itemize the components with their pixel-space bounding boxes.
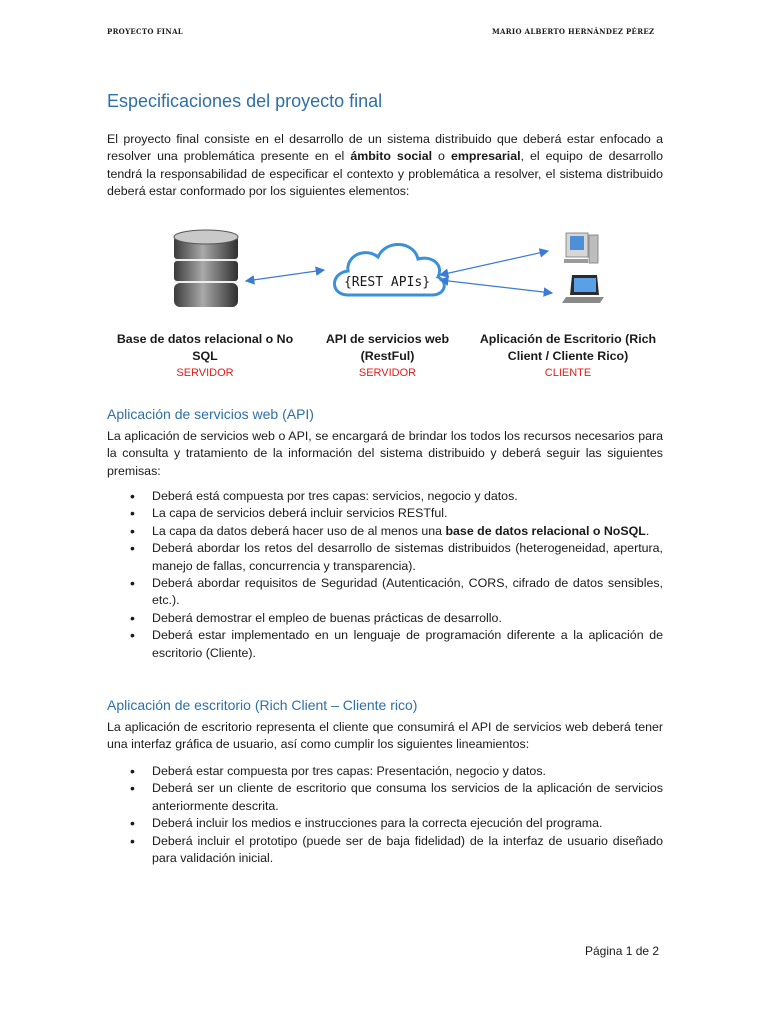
arrow-db-api: [246, 270, 324, 281]
component-database: [110, 331, 300, 382]
list-item: • Deberá demostrar el empleo de buenas prácticas de desarrollo.: [107, 610, 663, 627]
list-item: • Deberá está compuesta por tres capas: servicios, negocio y datos.: [107, 488, 663, 505]
laptop-icon: [562, 275, 604, 303]
intro-bold-2: empresarial: [450, 149, 521, 164]
component-label: API de servicios web (RestFul): [325, 332, 450, 363]
page-title: Especificaciones del proyecto final: [107, 91, 383, 111]
list-item: • Deberá estar implementado en un lenguaje de programación diferente a la aplicación de escritorio (Cliente).: [107, 627, 663, 662]
component-role: SERVIDOR: [176, 367, 234, 379]
bullet-list-desktop: [107, 763, 663, 867]
arrow-api-desktop: [440, 251, 548, 275]
list-item: • Deberá abordar requisitos de Seguridad (Autenticación, CORS, cifrado de datos sensibles, etc.).: [107, 575, 663, 610]
component-role: CLIENTE: [544, 367, 592, 379]
desktop-computer-icon: [564, 233, 598, 263]
component-label: Aplicación de Escritorio (Rich Client / Cliente Rico): [479, 332, 657, 363]
intro-text-1: El proyecto final consiste en el desarrollo de un sistema distribuido que deberá estar enfocado a resolver una problemática presente en el: [107, 132, 663, 164]
list-item: • La capa de servicios deberá incluir servicios RESTful.: [107, 505, 663, 522]
arrow-api-laptop: [440, 280, 552, 293]
section-text-api: La aplicación de servicios web o API, se encargará de brindar los todos los recursos necesarios para la consulta y tratamiento de la información del sistema distribuido y deberá seguir las siguientes premisas:: [107, 429, 663, 478]
intro-paragraph: [107, 131, 663, 201]
section-title-desktop: Aplicación de escritorio (Rich Client – Cliente rico): [107, 697, 418, 713]
section-text-desktop: La aplicación de escritorio representa el cliente que consumirá el API de servicios web deberá tener una interfaz gráfica de usuario, así como cumplir los siguientes lineamientos:: [107, 720, 663, 752]
header-right: MARIO ALBERTO HERNÁNDEZ PÉREZ: [492, 27, 655, 36]
component-label: Base de datos relacional o No SQL: [116, 332, 294, 363]
component-api: [310, 331, 465, 382]
list-item: • La capa da datos deberá hacer uso de al menos una base de datos relacional o NoSQL.: [107, 523, 663, 540]
cloud-icon: [335, 244, 445, 295]
intro-text-3: , el equipo de desarrollo tendrá la responsabilidad de especificar el contexto y problemática a resolver, el sistema distribuido deberá estar conformado por los siguientes elementos:: [107, 149, 664, 199]
component-role: SERVIDOR: [358, 367, 417, 379]
list-item: • Deberá incluir el prototipo (puede ser de baja fidelidad) de la interfaz de usuario diseñado para validación inicial.: [107, 833, 663, 868]
list-item: • Deberá incluir los medios e instrucciones para la correcta ejecución del programa.: [107, 815, 663, 832]
list-item: • Deberá abordar los retos del desarrollo de sistemas distribuidos (heterogeneidad, apertura, manejo de fallas, concurrencia y transparencia).: [107, 540, 663, 575]
bullet-list-api: [107, 488, 663, 662]
cloud-label: {REST APIs}: [343, 275, 431, 290]
intro-text-2: o: [432, 149, 451, 164]
section-title-api: Aplicación de servicios web (API): [107, 406, 314, 422]
intro-bold-1: ámbito social: [350, 149, 433, 164]
component-desktop-app: [478, 331, 658, 382]
page-number: Página 1 de 2: [585, 944, 660, 958]
architecture-diagram: [0, 225, 768, 315]
list-item: • Deberá ser un cliente de escritorio que consuma los servicios de la aplicación de servicios anteriormente descrita.: [107, 780, 663, 815]
database-icon: [174, 230, 238, 307]
header-left: PROYECTO FINAL: [107, 27, 184, 36]
list-item: • Deberá estar compuesta por tres capas: Presentación, negocio y datos.: [107, 763, 663, 780]
